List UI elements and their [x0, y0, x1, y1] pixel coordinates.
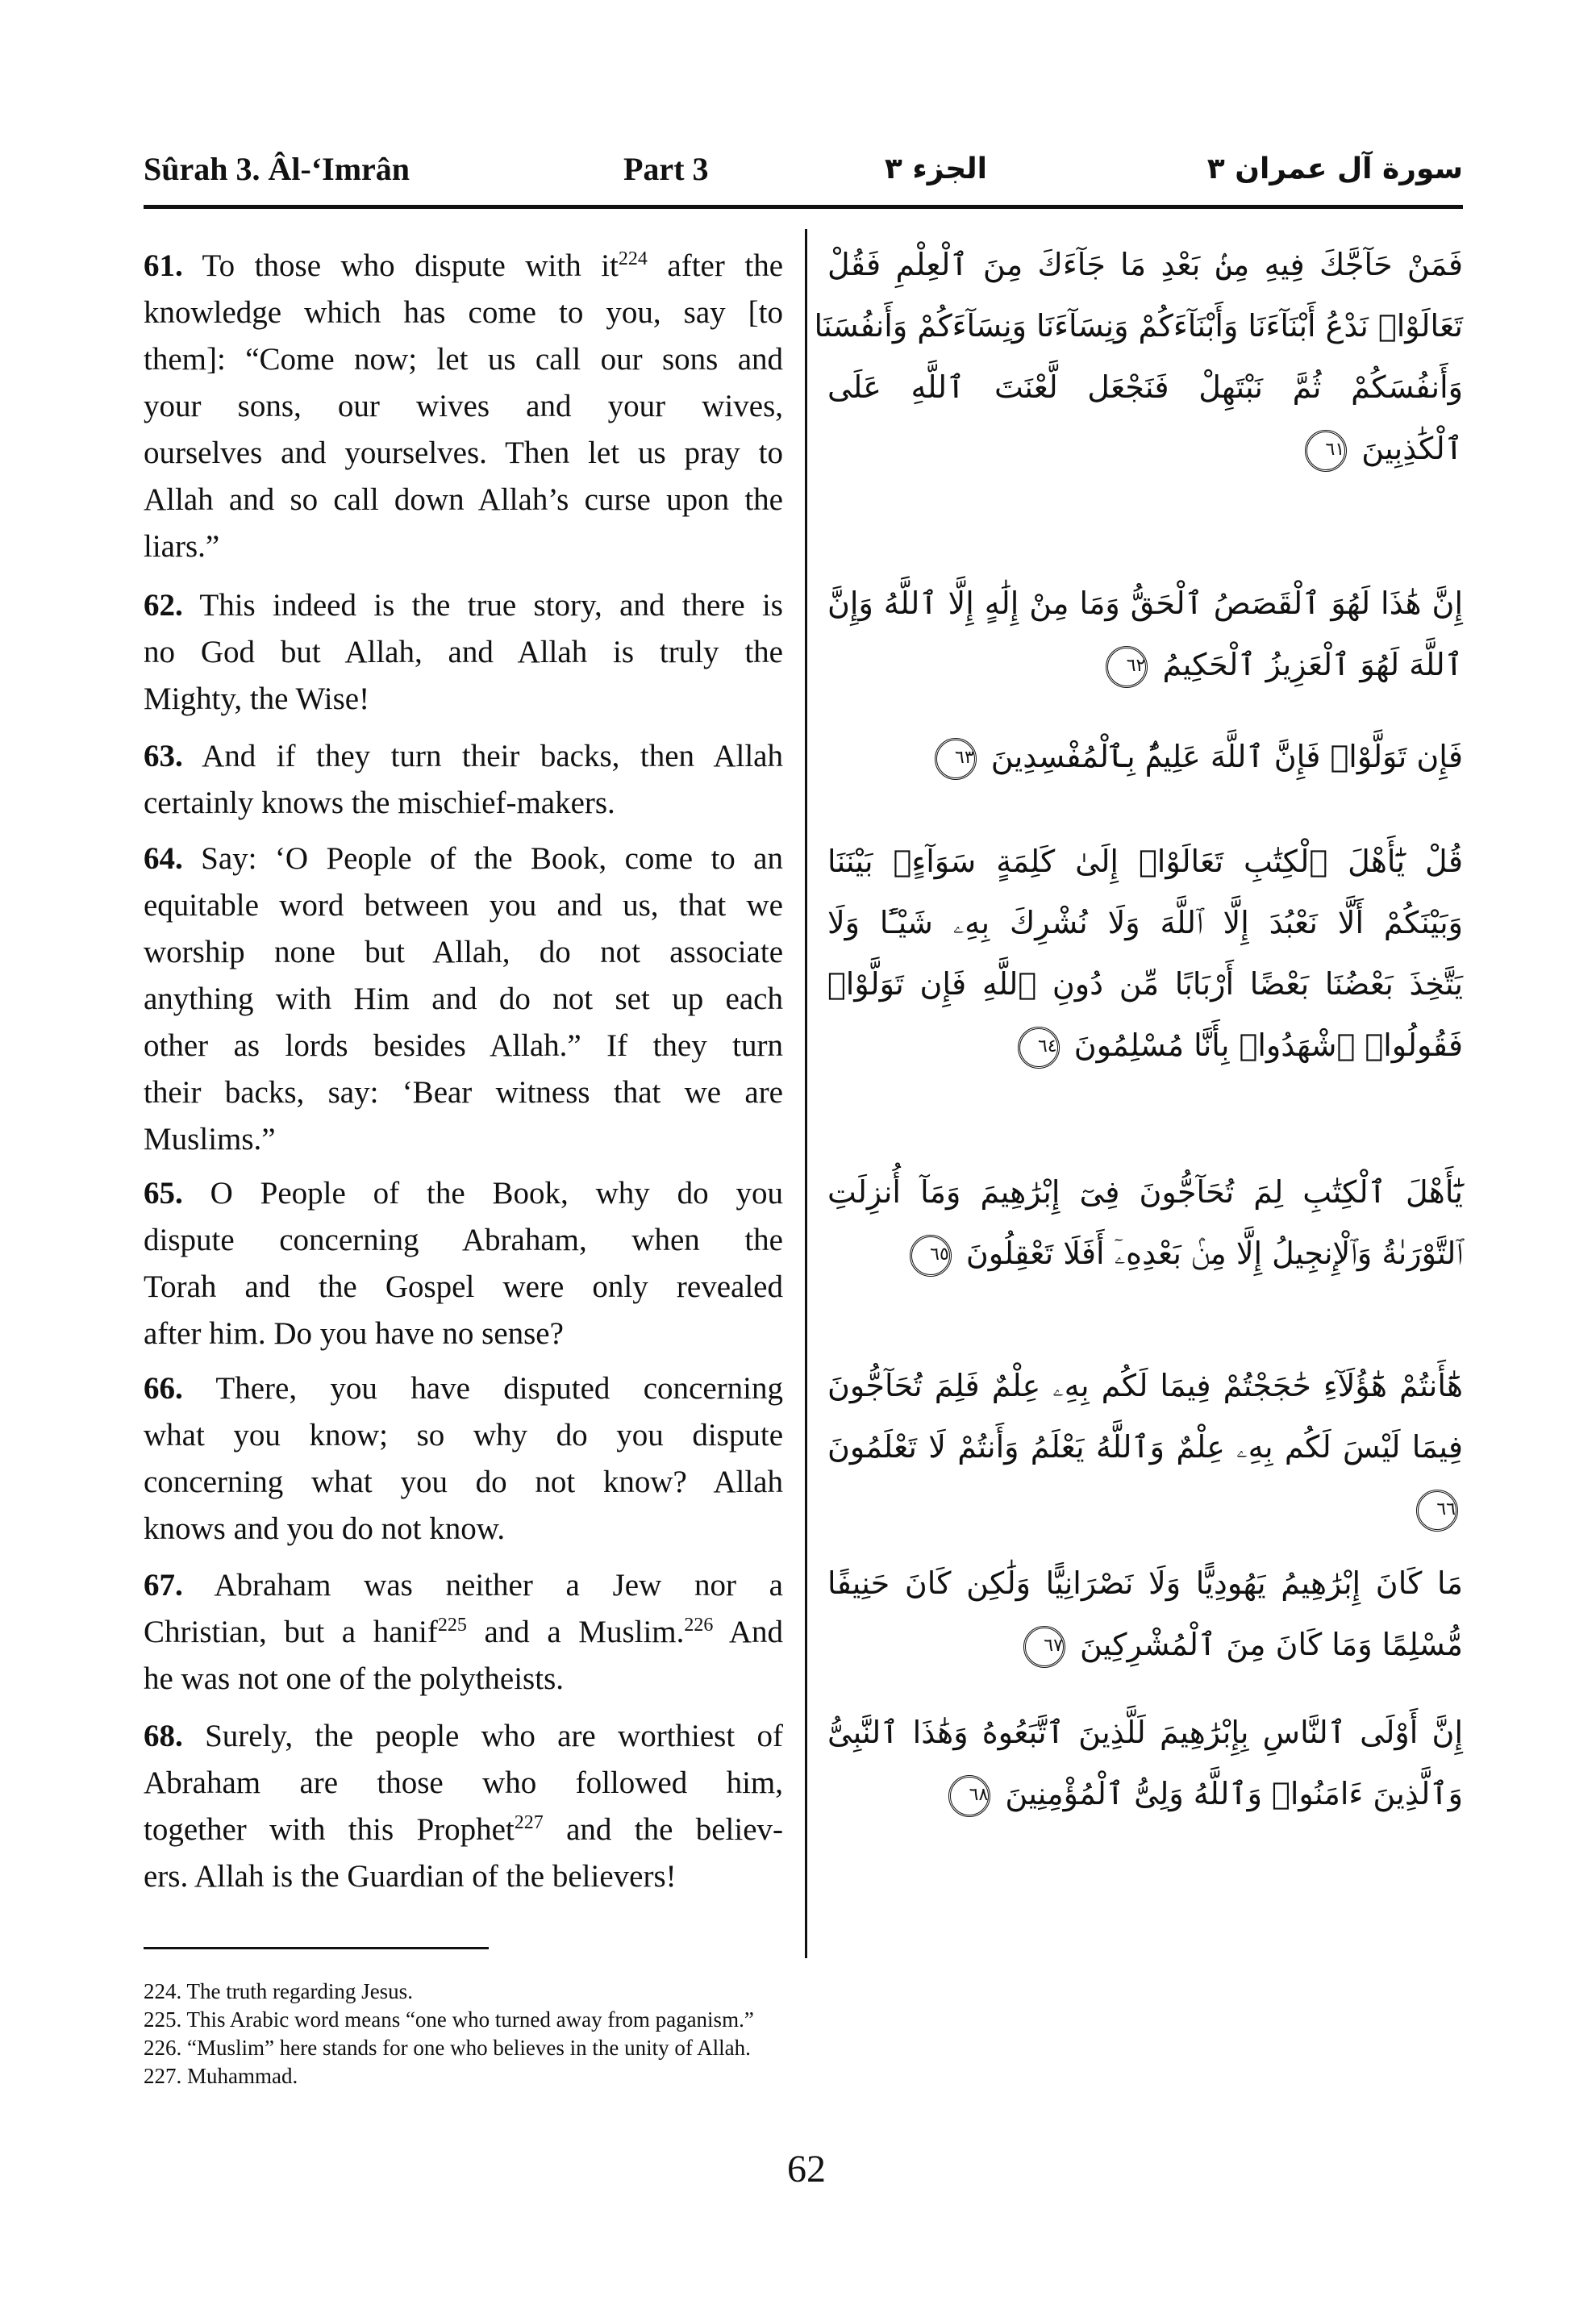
- verse-translation: [144, 1562, 783, 1703]
- arabic-text: هَٰٓأَنتُمْ هَٰٓؤُلَآءِ حَٰجَجْتُمْ فِيمَا لَكُم بِهِۦ عِلْمٌ فَلِمَ تُحَآجُّونَ: [827, 1368, 1463, 1403]
- verse-number: 68.: [144, 1719, 183, 1753]
- text-segment: your sons, our wives and your wives,: [144, 389, 783, 423]
- text-line: [144, 1853, 783, 1900]
- text-segment: Abraham are those who followed him,: [144, 1765, 783, 1800]
- text-line: [144, 1807, 783, 1853]
- text-segment: anything with Him and do not set up each: [144, 982, 783, 1016]
- text-segment: after the: [647, 248, 783, 283]
- arabic-line: [827, 953, 1463, 1015]
- verse-translation: [144, 733, 783, 827]
- arabic-text: فِيمَا لَيْسَ لَكُم بِهِۦ عِلْمٌ وَٱللَّهُ يَعْلَمُ وَأَنتُمْ لَا تَعْلَمُونَ: [827, 1429, 1463, 1465]
- text-line: [144, 1311, 783, 1357]
- arabic-line: [827, 892, 1463, 953]
- text-segment: Abraham was neither a Jew nor a: [182, 1568, 783, 1603]
- text-segment: he was not one of the polytheists.: [144, 1661, 564, 1696]
- ayah-end-marker: ٦٧: [1023, 1626, 1065, 1668]
- arabic-line: [827, 1355, 1463, 1416]
- ayah-end-marker: ٦٥: [910, 1235, 952, 1277]
- text-segment: There, you have disputed concerning: [182, 1371, 783, 1406]
- text-segment: and the believ-: [543, 1812, 783, 1847]
- arabic-text: فَمَنْ حَآجَّكَ فِيهِ مِنۢ بَعْدِ مَا جَآءَكَ مِنَ ٱلْعِلْمِ فَقُلْ: [827, 247, 1463, 282]
- verse-number: 64.: [144, 841, 183, 876]
- header-part-ar: الجزء ٣: [884, 152, 987, 185]
- text-line: [144, 243, 783, 290]
- text-line: [144, 477, 783, 523]
- arabic-line: [827, 234, 1463, 295]
- footnote-ref: 225: [437, 1615, 467, 1636]
- text-line: [144, 1116, 783, 1163]
- header-surah-en: Sûrah 3. Âl-‘Imrân: [144, 151, 410, 187]
- arabic-text: وَأَنفُسَكُمْ ثُمَّ نَبْتَهِلْ فَنَجْعَل لَّعْنَتَ ٱللَّهِ عَلَى: [827, 369, 1463, 405]
- ayah-end-marker: ٦٣: [935, 738, 977, 780]
- arabic-text: قُلْ يَٰٓأَهْلَ ٱلْكِتَٰبِ تَعَالَوْا۟ إِلَىٰ كَلِمَةٍ سَوَآءٍۭ بَيْنَنَا: [827, 844, 1463, 879]
- page-number: 62: [787, 2148, 826, 2190]
- text-segment: their backs, say: ‘Bear witness that we are: [144, 1075, 783, 1110]
- text-segment: worship none but Allah, do not associate: [144, 935, 783, 969]
- arabic-line: [827, 1763, 1463, 1824]
- text-segment: knowledge which has come to you, say [to: [144, 295, 783, 330]
- text-line: [144, 1760, 783, 1807]
- arabic-text: إِنَّ هَٰذَا لَهُوَ ٱلْقَصَصُ ٱلْحَقُّ وَمَا مِنْ إِلَٰهٍ إِلَّا ٱللَّهُ وَإِنَّ: [827, 586, 1463, 621]
- column-divider: [805, 229, 807, 1958]
- arabic-line: [827, 573, 1463, 634]
- text-segment: Torah and the Gospel were only revealed: [144, 1269, 783, 1304]
- text-segment: knows and you do not know.: [144, 1511, 506, 1546]
- text-line: [144, 1365, 783, 1412]
- arabic-line: [827, 1223, 1463, 1284]
- text-line: [144, 582, 783, 629]
- arabic-line: [827, 1614, 1463, 1675]
- arabic-line: [827, 726, 1463, 787]
- text-segment: Mighty, the Wise!: [144, 681, 370, 716]
- footnote: 224. The truth regarding Jesus.: [144, 1979, 413, 2003]
- text-line: [144, 836, 783, 882]
- text-segment: certainly knows the mischief-makers.: [144, 786, 615, 820]
- text-segment: ourselves and yourselves. Then let us pray to: [144, 436, 783, 470]
- text-segment: dispute concerning Abraham, when the: [144, 1223, 783, 1257]
- text-line: [144, 1656, 783, 1703]
- text-line: [144, 676, 783, 723]
- verse-translation: [144, 1365, 783, 1553]
- arabic-verse: [827, 1355, 1463, 1539]
- text-segment: concerning what you do not know? Allah: [144, 1465, 783, 1499]
- header-surah-ar: سورة آل عمران ٣: [1206, 152, 1463, 185]
- ayah-end-marker: ٦٤: [1018, 1027, 1060, 1069]
- arabic-line: [827, 1015, 1463, 1076]
- text-line: [144, 1609, 783, 1656]
- text-line: [144, 1506, 783, 1553]
- text-line: [144, 929, 783, 976]
- text-segment: them]: “Come now; let us call our sons and: [144, 342, 783, 377]
- header-part-en: Part 3: [623, 151, 709, 187]
- text-line: [144, 430, 783, 477]
- arabic-text: وَبَيْنَكُمْ أَلَّا نَعْبُدَ إِلَّا ٱللَّهَ وَلَا نُشْرِكَ بِهِۦ شَيْـًٔا وَلَا: [827, 905, 1463, 940]
- text-segment: Say: ‘O People of the Book, come to an: [182, 841, 783, 876]
- text-line: [144, 629, 783, 676]
- text-line: [144, 523, 783, 570]
- arabic-text: ٱللَّهَ لَهُوَ ٱلْعَزِيزُ ٱلْحَكِيمُ: [1162, 647, 1463, 682]
- arabic-text: وَٱلَّذِينَ ءَامَنُوا۟ وَٱللَّهُ وَلِىُّ ٱلْمُؤْمِنِينَ: [1005, 1776, 1463, 1811]
- ayah-end-marker: ٦٦: [1416, 1490, 1458, 1532]
- arabic-text: إِنَّ أَوْلَى ٱلنَّاسِ بِإِبْرَٰهِيمَ لَلَّذِينَ ٱتَّبَعُوهُ وَهَٰذَا ٱلنَّبِىُّ: [827, 1715, 1463, 1750]
- verse-number: 65.: [144, 1176, 183, 1211]
- text-segment: O People of the Book, why do you: [182, 1176, 783, 1211]
- text-segment: other as lords besides Allah.” If they turn: [144, 1028, 783, 1063]
- text-segment: Surely, the people who are worthiest of: [182, 1719, 783, 1753]
- arabic-verse: [827, 1553, 1463, 1675]
- footnote: 226. “Muslim” here stands for one who believes in the unity of Allah.: [144, 2036, 751, 2060]
- text-line: [144, 1069, 783, 1116]
- text-segment: Allah and so call down Allah’s curse upon the: [144, 482, 783, 517]
- arabic-text: فَإِن تَوَلَّوْا۟ فَإِنَّ ٱللَّهَ عَلِيمٌۢ بِٱلْمُفْسِدِينَ: [990, 739, 1463, 774]
- text-segment: And: [713, 1615, 784, 1649]
- text-line: [144, 1713, 783, 1760]
- ayah-end-marker: ٦١: [1305, 430, 1347, 472]
- text-segment: after him. Do you have no sense?: [144, 1316, 564, 1351]
- verse-number: 67.: [144, 1568, 183, 1603]
- text-segment: ers. Allah is the Guardian of the believers!: [144, 1859, 677, 1894]
- arabic-line: [827, 831, 1463, 892]
- arabic-line: [827, 418, 1463, 479]
- arabic-line: [827, 356, 1463, 418]
- text-line: [144, 336, 783, 383]
- text-line: [144, 383, 783, 430]
- ayah-end-marker: ٦٨: [948, 1775, 990, 1817]
- text-segment: what you know; so why do you dispute: [144, 1418, 783, 1453]
- arabic-verse: [827, 831, 1463, 1076]
- text-line: [144, 1023, 783, 1069]
- verse-translation: [144, 243, 783, 570]
- verse-translation: [144, 1713, 783, 1900]
- arabic-line: [827, 1478, 1463, 1539]
- verse-number: 63.: [144, 739, 183, 773]
- text-line: [144, 780, 783, 827]
- arabic-text: مُّسْلِمًا وَمَا كَانَ مِنَ ٱلْمُشْرِكِينَ: [1080, 1627, 1463, 1662]
- arabic-text: ٱلْكَٰذِبِينَ: [1361, 431, 1463, 466]
- header-rule: [144, 205, 1463, 209]
- footnote-ref: 227: [514, 1812, 544, 1833]
- text-line: [144, 733, 783, 780]
- verse-translation: [144, 1170, 783, 1357]
- footnote-ref: 224: [618, 248, 648, 269]
- arabic-verse: [827, 726, 1463, 787]
- arabic-text: يَٰٓأَهْلَ ٱلْكِتَٰبِ لِمَ تُحَآجُّونَ فِىٓ إِبْرَٰهِيمَ وَمَآ أُنزِلَتِ: [827, 1174, 1463, 1210]
- arabic-text: ٱلتَّوْرَىٰةُ وَٱلْإِنجِيلُ إِلَّا مِنۢ بَعْدِهِۦٓ أَفَلَا تَعْقِلُونَ: [965, 1236, 1463, 1271]
- verse-number: 66.: [144, 1371, 183, 1406]
- text-segment: And if they turn their backs, then Allah: [182, 739, 783, 773]
- text-line: [144, 1412, 783, 1459]
- footnote-rule: [144, 1947, 489, 1949]
- arabic-text: تَعَالَوْا۟ نَدْعُ أَبْنَآءَنَا وَأَبْنَآءَكُمْ وَنِسَآءَنَا وَنِسَآءَكُمْ وَأَنفُسَنَا: [814, 308, 1463, 344]
- text-segment: This indeed is the true story, and there is: [182, 588, 783, 623]
- text-line: [144, 290, 783, 336]
- arabic-verse: [827, 1161, 1463, 1284]
- arabic-verse: [814, 234, 1463, 479]
- text-line: [144, 882, 783, 929]
- text-line: [144, 976, 783, 1023]
- text-line: [144, 1170, 783, 1217]
- arabic-verse: [827, 573, 1463, 695]
- text-segment: and a Muslim.: [466, 1615, 685, 1649]
- text-segment: equitable word between you and us, that we: [144, 888, 783, 923]
- text-line: [144, 1264, 783, 1311]
- arabic-verse: [827, 1702, 1463, 1824]
- text-segment: liars.”: [144, 529, 220, 564]
- verse-translation: [144, 836, 783, 1163]
- footnote: 227. Muhammad.: [144, 2064, 298, 2088]
- verse-translation: [144, 582, 783, 723]
- text-segment: To those who dispute with it: [182, 248, 619, 283]
- verse-number: 62.: [144, 588, 183, 623]
- arabic-line: [827, 1553, 1463, 1614]
- text-line: [144, 1459, 783, 1506]
- ayah-end-marker: ٦٢: [1106, 646, 1148, 688]
- arabic-line: [827, 1416, 1463, 1478]
- footnote-ref: 226: [684, 1615, 714, 1636]
- text-line: [144, 1562, 783, 1609]
- verse-number: 61.: [144, 248, 183, 283]
- text-segment: together with this Prophet: [144, 1812, 515, 1847]
- arabic-text: يَتَّخِذَ بَعْضُنَا بَعْضًا أَرْبَابًا مِّن دُونِ ٱللَّهِ فَإِن تَوَلَّوْا۟: [827, 966, 1463, 1002]
- arabic-line: [827, 1161, 1463, 1223]
- arabic-line: [814, 295, 1463, 356]
- footnote: 225. This Arabic word means “one who turned away from paganism.”: [144, 2007, 754, 2032]
- arabic-text: مَا كَانَ إِبْرَٰهِيمُ يَهُودِيًّا وَلَا نَصْرَانِيًّا وَلَٰكِن كَانَ حَنِيفًا: [827, 1565, 1463, 1601]
- footnotes: [144, 1978, 754, 2090]
- arabic-line: [827, 634, 1463, 695]
- arabic-line: [827, 1702, 1463, 1763]
- text-segment: Christian, but a hanif: [144, 1615, 438, 1649]
- arabic-text: فَقُولُوا۟ ٱشْهَدُوا۟ بِأَنَّا مُسْلِمُونَ: [1073, 1027, 1463, 1063]
- text-segment: no God but Allah, and Allah is truly the: [144, 635, 783, 669]
- text-segment: Muslims.”: [144, 1122, 276, 1157]
- text-line: [144, 1217, 783, 1264]
